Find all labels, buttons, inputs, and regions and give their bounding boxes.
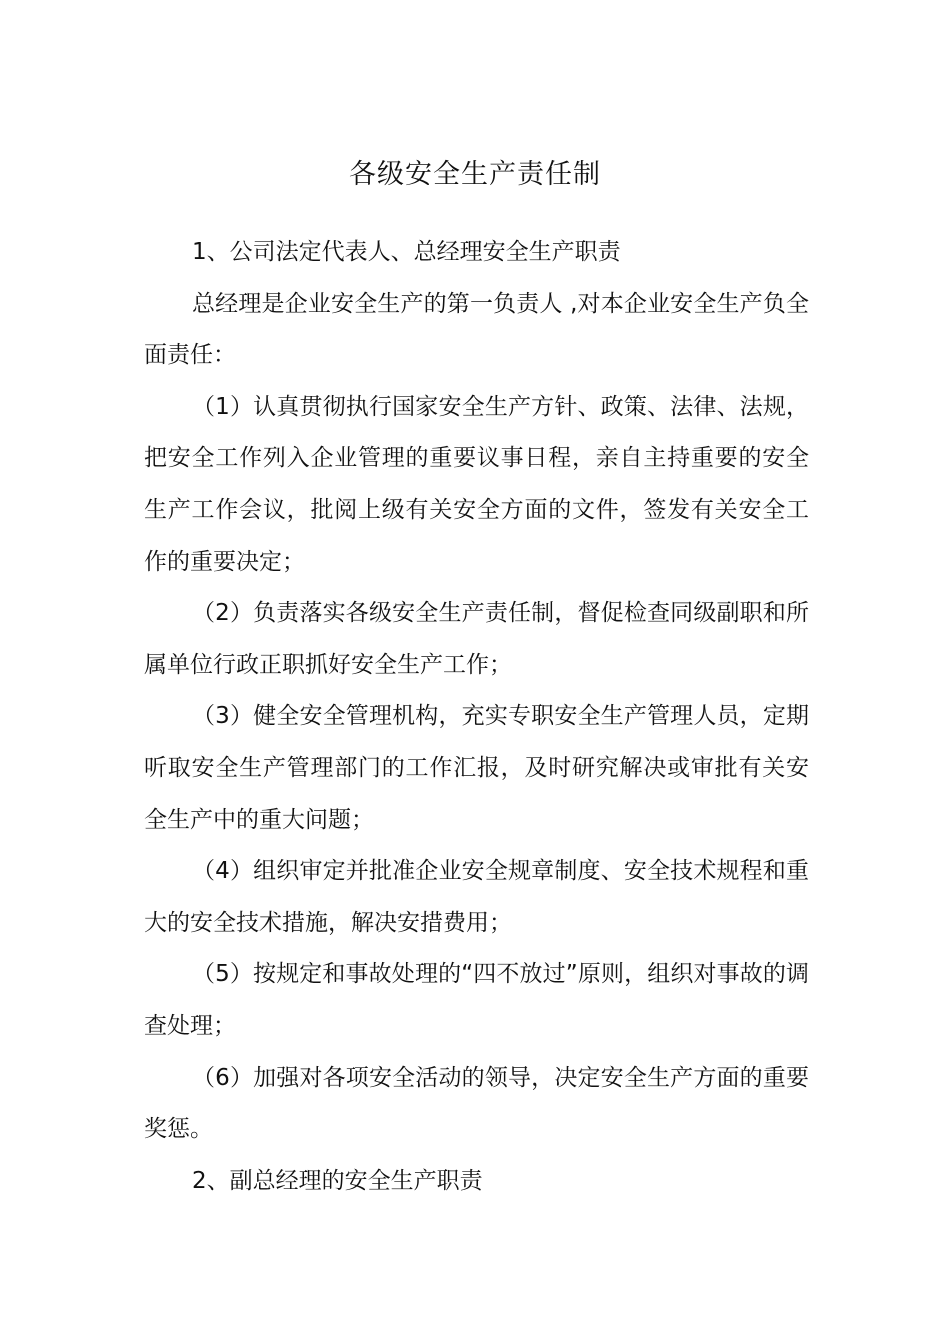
document-title: 各级安全生产责任制 — [349, 159, 601, 190]
list-item: （2）负责落实各级安全生产责任制，督促检查同级副职和所属单位行政正职抓好安全生产工作； — [144, 600, 809, 678]
document-body — [144, 227, 809, 1207]
list-item: （6）加强对各项安全活动的领导，决定安全生产方面的重要奖惩。 — [144, 1064, 809, 1143]
list-item: （1）认真贯彻执行国家安全生产方针、政策、法律、法规，把安全工作列入企业管理的重要议事日程，亲自主持重要的安全生产工作会议，批阅上级有关安全方面的文件，签发有关安全工作的重要决定； — [144, 393, 809, 575]
list-item: （4）组织审定并批准企业安全规章制度、安全技术规程和重大的安全技术措施，解决安措费用； — [144, 858, 809, 936]
list-item: （3）健全安全管理机构，充实专职安全生产管理人员，定期听取安全生产管理部门的工作汇报，及时研究解决或审批有关安全生产中的重大问题； — [144, 703, 809, 833]
list-item: （5）按规定和事故处理的“四不放过”原则，组织对事故的调查处理； — [144, 961, 809, 1039]
section-heading: 2、副总经理的安全生产职责 — [192, 1167, 483, 1194]
section-heading: 1、公司法定代表人、总经理安全生产职责 — [192, 239, 621, 265]
paragraph: 总经理是企业安全生产的第一负责人 ,对本企业安全生产负全面责任： — [144, 290, 809, 369]
